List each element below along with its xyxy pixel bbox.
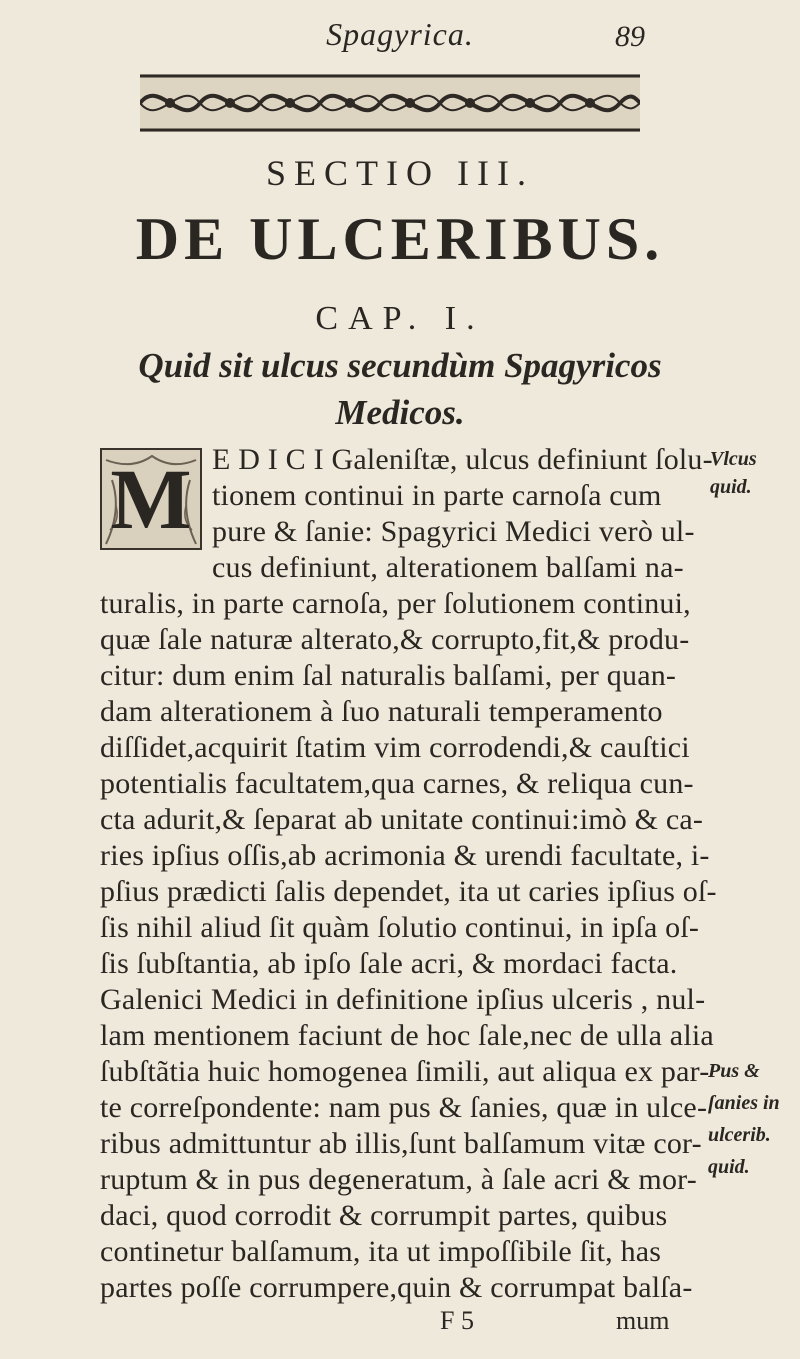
- signature-mark: F 5: [440, 1306, 474, 1335]
- margin-note-line: quid.: [710, 476, 752, 498]
- body-line: dam alterationem à ſuo naturali temperamento: [100, 695, 663, 728]
- body-line: daci, quod corrodit & corrumpit partes, quibus: [100, 1199, 668, 1232]
- section-heading: SECTIO III.: [266, 153, 534, 193]
- body-line: citur: dum enim ſal naturalis balſami, per quan-: [100, 659, 677, 692]
- body-line: cus definiunt, alterationem balſami na-: [212, 551, 684, 584]
- body-line: E D I C I Galeniſtæ, ulcus definiunt ſolu-: [212, 443, 713, 476]
- catchword: mum: [616, 1306, 670, 1335]
- body-line: pſius prædicti ſalis dependet, ita ut caries ipſius oſ-: [100, 875, 717, 908]
- body-line: continetur balſamum, ita ut impoſſibile ſit, has: [100, 1235, 662, 1268]
- body-line: ruptum & in pus degeneratum, à ſale acri & mor-: [100, 1163, 697, 1196]
- body-line: ries ipſius oſſis,ab acrimonia & urendi facultate, i-: [100, 839, 710, 872]
- initial-letter: M: [110, 451, 192, 547]
- body-line: cta adurit,& ſeparat ab unitate continui:imò & ca-: [100, 803, 704, 836]
- body-line: turalis, in parte carnoſa, per ſolutionem continui,: [100, 587, 691, 620]
- body-line: pure & ſanie: Spagyrici Medici verò ul-: [212, 515, 695, 548]
- body-line: lam mentionem faciunt de hoc ſale,nec de ulla alia: [100, 1019, 714, 1052]
- body-line: te correſpondente: nam pus & ſanies, quæ in ulce-: [100, 1091, 708, 1124]
- body-line: potentialis facultatem,qua carnes, & reliqua cun-: [100, 767, 694, 800]
- page-header: [0, 8, 800, 53]
- margin-note-line: quid.: [708, 1156, 750, 1178]
- page-number: 89: [615, 20, 645, 53]
- margin-note-line: ulcerib.: [708, 1124, 771, 1146]
- running-title: Spagyrica.: [326, 16, 474, 52]
- body-line: ſis nihil aliud ſit quàm ſolutio continui, in ipſa oſ-: [100, 911, 700, 944]
- chapter-subtitle-line1: Quid sit ulcus secundùm Spagyricos: [138, 346, 662, 385]
- body-line: partes poſſe corrumpere,quin & corrumpat balſa-: [100, 1271, 693, 1304]
- body-line: Galenici Medici in definitione ipſius ulceris , nul-: [100, 983, 706, 1016]
- body-line: ſis ſubſtantia, ab ipſo ſale acri, & mordaci facta.: [100, 947, 678, 980]
- main-title: DE ULCERIBUS.: [135, 206, 665, 272]
- chapter-heading: CAP. I.: [315, 300, 485, 337]
- chapter-subtitle-line2: Medicos.: [335, 393, 465, 432]
- body-line: ribus admittuntur ab illis,ſunt balſamum vitæ cor-: [100, 1127, 702, 1160]
- body-line: diſſidet,acquirit ſtatim vim corrodendi,& cauſtici: [100, 731, 690, 764]
- decorated-initial: [100, 448, 202, 550]
- ornament-band: [140, 72, 640, 134]
- body-line: tionem continui in parte carnoſa cum: [212, 479, 662, 512]
- margin-note-line: Pus &: [708, 1060, 760, 1082]
- body-line: ſubſtãtia huic homogenea ſimili, aut aliqua ex par-: [100, 1055, 710, 1088]
- margin-note-line: ſanies in: [708, 1092, 780, 1114]
- margin-note-line: Vlcus: [710, 448, 757, 470]
- body-line: quæ ſale naturæ alterato,& corrupto,fit,& produ-: [100, 623, 690, 656]
